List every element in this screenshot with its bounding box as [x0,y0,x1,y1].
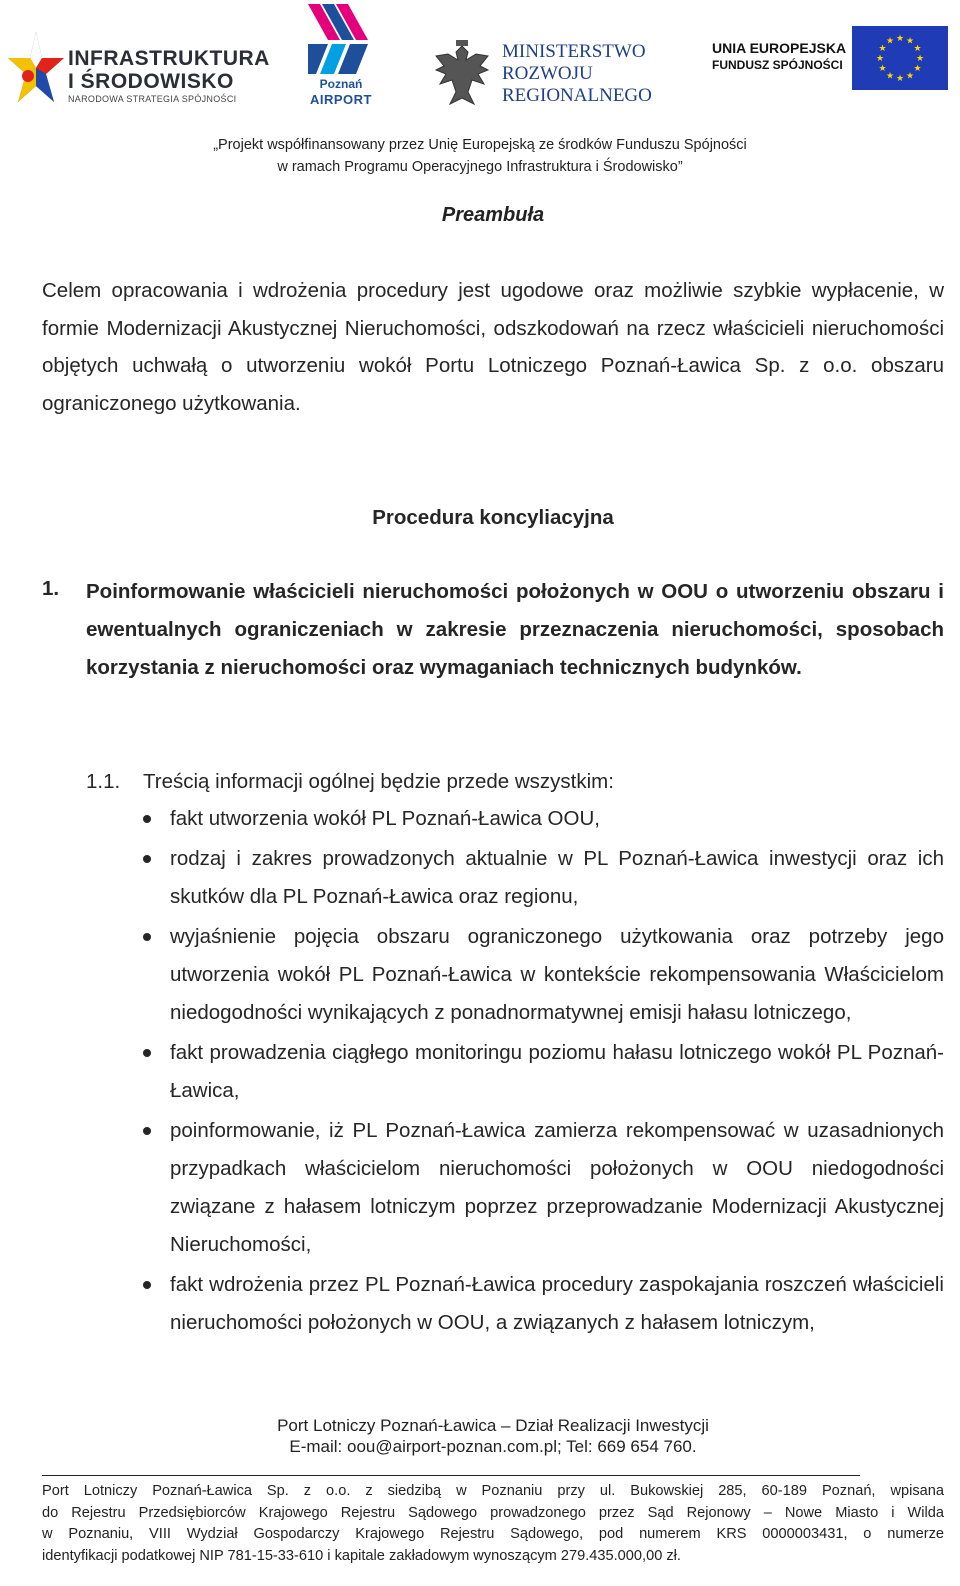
ministerstwo-logo [432,40,662,112]
infrastruktura-line3: NARODOWA STRATEGIA SPÓJNOŚCI [68,94,237,104]
item1-text: Poinformowanie właścicieli nieruchomości położonych w OOU o utworzeniu obszaru i ewentualnych ograniczeniach w zakresie przeznaczenia nieruchomości, sposobach korzystania z nieruchomości oraz wymaganiach technicznych budynków. [86,580,944,679]
svg-text:★: ★ [915,54,925,64]
footer-line3: w Poznaniu, VIII Wydział Gospodarczy Krajowego Rejestru Sądowego, pod numerem KRS 0000003431, o numerze [42,1526,944,1542]
infrastruktura-logo [6,28,270,110]
contact-email-phone: E-mail: oou@airport-poznan.com.pl; Tel: 669 654 760. [289,1437,697,1456]
bullet-icon [143,933,151,941]
company-footer [42,1481,944,1567]
list-item-text: fakt wdrożenia przez PL Poznań-Ławica procedury zaspokajania roszczeń właścicieli nieruchomości położonych w OOU, a związanych z hałasem lotniczym, [170,1273,944,1334]
footer-line1: Port Lotniczy Poznań-Ławica Sp. z o.o. z siedzibą w Poznaniu przy ul. Bukowskiej 285, 60-189 Poznań, wpisana [42,1483,944,1499]
infrastruktura-line1: INFRASTRUKTURA [68,47,270,70]
info-bullet-list [140,800,944,1344]
list-item-text: wyjaśnienie pojęcia obszaru ograniczonego użytkowania oraz potrzeby jego utworzenia wokół PL Poznań-Ławica w kontekście rekompensowania Właścicielom niedogodności wynikających z ponadnormatywnej emisji hałasu lotniczego, [170,925,944,1024]
bullet-icon [143,1049,151,1057]
svg-text:★: ★ [875,54,885,64]
ministerstwo-line1: MINISTERSTWO [502,41,646,62]
footer-line2: do Rejestru Przedsiębiorców Krajowego Rejestru Sądowego prowadzonego przez Sąd Rejonowy – Nowe Miasto i Wilda [42,1504,944,1521]
airport-city: Poznań [319,77,363,91]
list-item [140,840,944,916]
list-item [140,1034,944,1110]
svg-text:★: ★ [905,71,915,82]
list-item-text: fakt prowadzenia ciągłego monitoringu poziomu hałasu lotniczego wokół PL Poznań-Ławica, [170,1041,944,1102]
footer-line4: identyfikacji podatkowej NIP 781-15-33-610 i kapitale zakładowym wynoszącym 279.435.000,00 zł. [42,1547,681,1564]
cofinancing-line2: w ramach Programu Operacyjnego Infrastruktura i Środowisko” [277,159,683,175]
airport-stripes-icon [306,4,376,76]
bullet-icon [143,1281,151,1289]
intro-paragraph: Celem opracowania i wdrożenia procedury jest ugodowe oraz możliwie szybkie wypłacenie, w formie Modernizacji Akustycznej Nieruchomości, odszkodowań na rzecz właścicieli nieruchomości objętych uchwałą o utworzeniu wokół Portu Lotniczego Poznań-Ławica Sp. z o.o. obszaru ograniczonego użytkowania. [42,279,944,415]
section-heading: Procedura koncyliacyjna [372,506,614,529]
svg-text:★: ★ [913,64,922,74]
eu-stars-icon [852,26,948,90]
eagle-emblem-icon [432,40,492,108]
infrastruktura-line2: I ŚRODOWISKO [68,70,234,93]
ministerstwo-line2: ROZWOJU [502,63,593,84]
ministerstwo-line3: REGIONALNEGO [502,85,652,106]
list-item [140,1112,944,1264]
list-item-text: poinformowanie, iż PL Poznań-Ławica zamierza rekompensować w uzasadnionych przypadkach właścicielom nieruchomości położonych w OOU niedogodności związane z hałasem lotniczym poprzez przeprowadzanie Modernizacji Akustycznej Nieruchomości, [170,1119,944,1256]
svg-text:★: ★ [878,64,887,74]
list-item-text: fakt utworzenia wokół PL Poznań-Ławica OOU, [170,807,600,830]
svg-text:★: ★ [885,36,895,47]
page-title: Preambuła [441,204,545,226]
subitem-text: Treścią informacji ogólnej będzie przede wszystkim: [143,770,614,793]
cofinancing-line1: „Projekt współfinansowany przez Unię Europejską ze środków Funduszu Spójności [213,137,747,153]
contact-department: Port Lotniczy Poznań-Ławica – Dział Realizacji Inwestycji [277,1416,709,1435]
svg-text:★: ★ [895,34,905,44]
bullet-icon [143,1127,151,1135]
svg-text:★: ★ [878,44,887,54]
svg-text:★: ★ [905,36,915,47]
footer-divider [42,1475,860,1476]
item1-number: 1. [42,577,60,600]
airport-name: AIRPORT [310,92,372,107]
infrastruktura-star-icon [6,28,66,110]
bullet-icon [143,815,151,823]
logo-bar [0,0,960,120]
eu-line2: FUNDUSZ SPÓJNOŚCI [712,58,843,72]
subitem-number: 1.1. [86,770,121,793]
svg-text:★: ★ [913,44,922,54]
list-item [140,918,944,1032]
list-item-text: rodzaj i zakres prowadzonych aktualnie w PL Poznań-Ławica inwestycji oraz ich skutków dla PL Poznań-Ławica oraz regionu, [170,847,944,908]
poznan-airport-logo [306,4,376,108]
eu-logo [708,26,953,96]
bullet-icon [143,855,151,863]
svg-text:★: ★ [885,71,895,82]
list-item [140,1266,944,1342]
list-item [140,800,944,838]
svg-text:★: ★ [895,74,905,84]
eu-flag [852,26,948,90]
eu-line1: UNIA EUROPEJSKA [712,40,847,56]
